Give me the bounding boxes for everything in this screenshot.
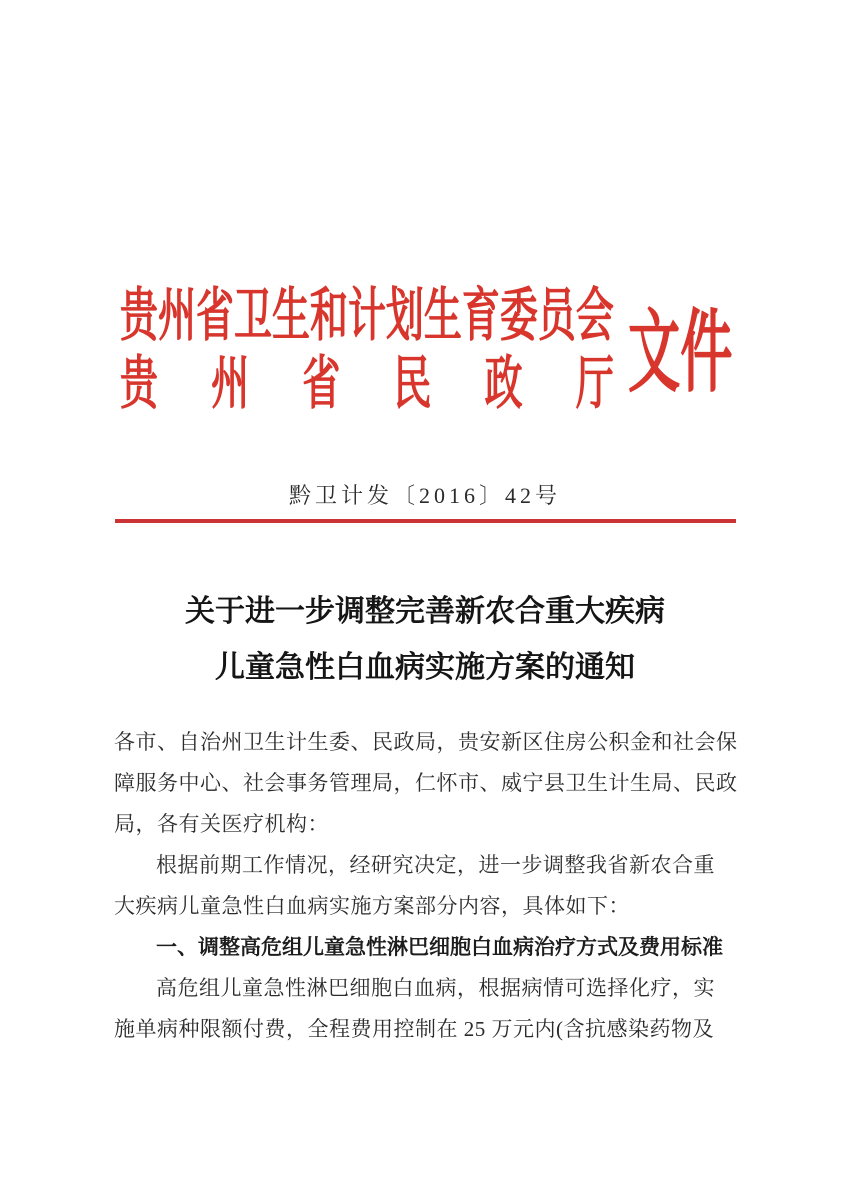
agency-name-char: 厅 — [575, 351, 614, 416]
agency-name-line1: 贵州省卫生和计划生育委员会 — [120, 283, 614, 348]
red-divider-line — [115, 519, 736, 523]
document-type-label: 文件 — [628, 304, 733, 403]
body-line: 障服务中心、社会事务管理局，仁怀市、威宁县卫生计生局、民政 — [114, 771, 738, 795]
agency-name-char: 政 — [484, 351, 523, 416]
body-line: 施单病种限额付费，全程费用控制在 25 万元内(含抗感染药物及 — [114, 1017, 714, 1041]
agency-name-char: 贵 — [120, 351, 159, 416]
agency-name-char: 省 — [302, 351, 341, 416]
body-line: 各市、自治州卫生计生委、民政局，贵安新区住房公积金和社会保 — [114, 730, 738, 754]
agency-name-char: 民 — [393, 351, 432, 416]
document-number: 黔卫计发〔2016〕42号 — [288, 483, 561, 508]
title-line-1: 关于进一步调整完善新农合重大疾病 — [185, 595, 665, 628]
document-body — [114, 722, 738, 1050]
body-line: 高危组儿童急性淋巴细胞白血病，根据病情可选择化疗，实 — [156, 976, 715, 1000]
body-section-heading: 一、调整高危组儿童急性淋巴细胞白血病治疗方式及费用标准 — [156, 936, 723, 959]
document-title — [0, 584, 850, 696]
body-line: 大疾病儿童急性白血病实施方案部分内容，具体如下： — [114, 894, 630, 918]
body-line: 局，各有关医疗机构： — [114, 812, 329, 836]
body-line: 根据前期工作情况，经研究决定，进一步调整我省新农合重 — [156, 853, 715, 877]
agency-name-char: 州 — [211, 351, 250, 416]
agency-name-line2 — [120, 351, 614, 416]
title-line-2: 儿童急性白血病实施方案的通知 — [215, 651, 635, 684]
